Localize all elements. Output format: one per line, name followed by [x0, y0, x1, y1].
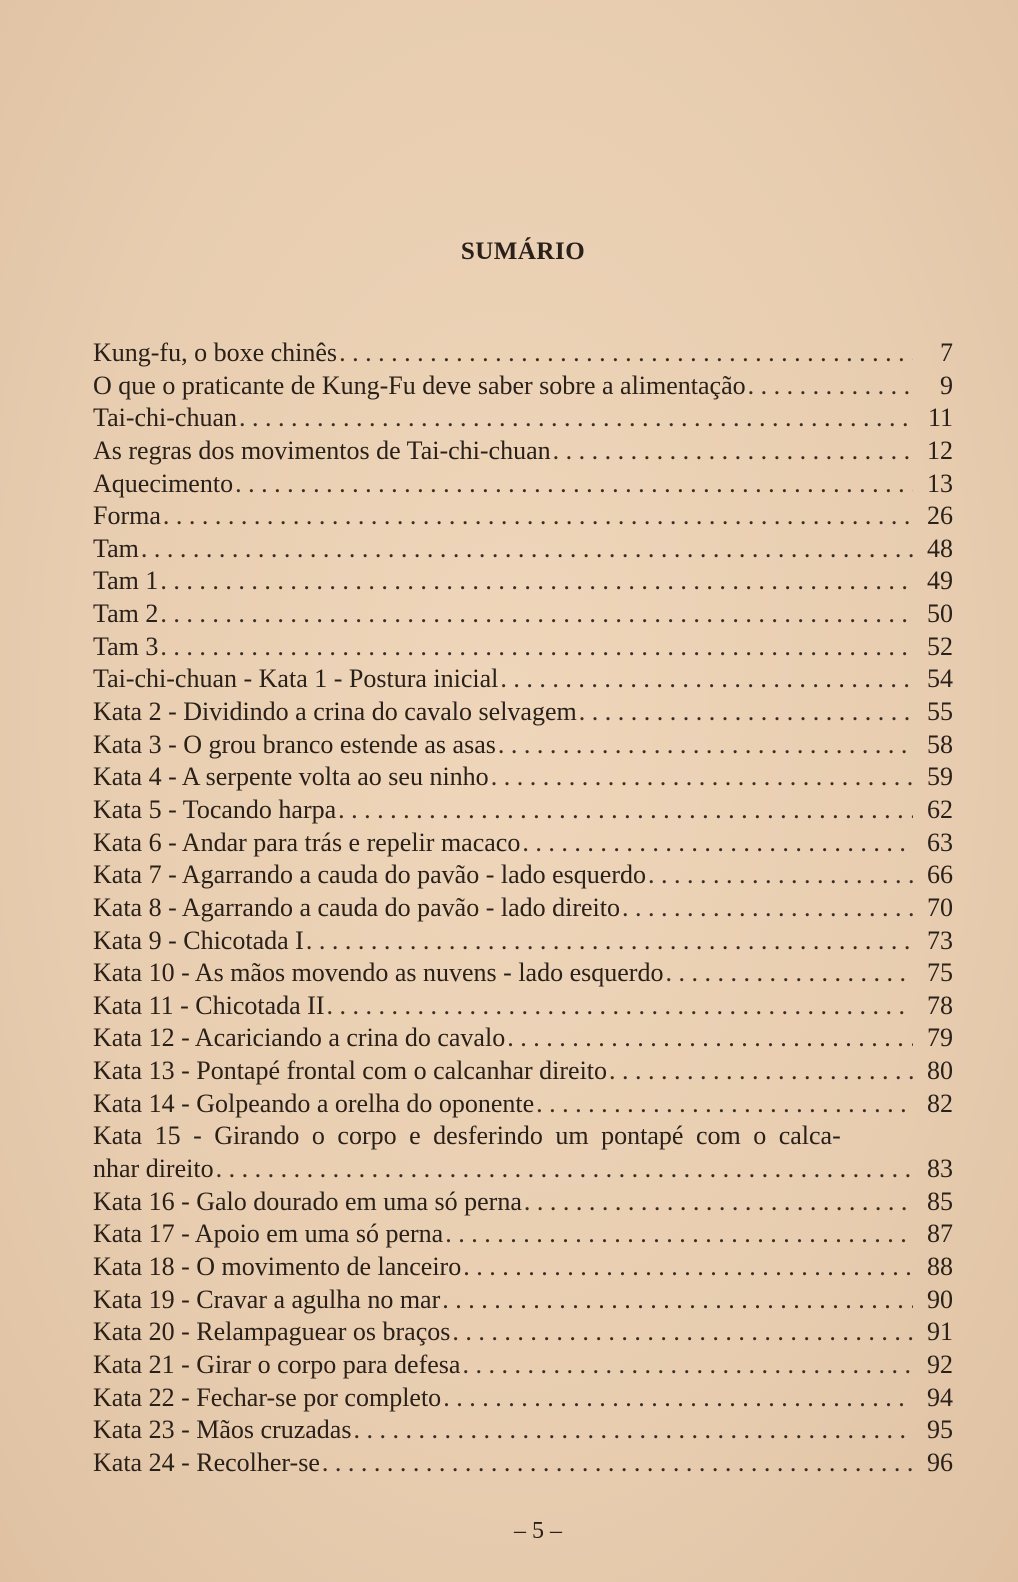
toc-entry-title: Kata 6 - Andar para trás e repelir macaco — [93, 827, 521, 857]
toc-entry-title: Tai-chi-chuan — [93, 403, 237, 433]
toc-entry-title: Kata 15 - Girando o corpo e desferindo um pontapé com o calca- — [93, 1121, 841, 1151]
toc-entry — [93, 565, 953, 598]
dot-leader — [306, 925, 913, 958]
toc-entry-title: Kata 17 - Apoio em uma só perna — [93, 1219, 444, 1249]
toc-entry — [93, 794, 953, 827]
dot-leader — [665, 957, 913, 990]
toc-entry — [93, 990, 953, 1023]
dot-leader — [443, 1382, 913, 1415]
dot-leader — [463, 1251, 913, 1284]
dot-leader — [235, 468, 913, 501]
toc-entry-title: Kung-fu, o boxe chinês — [93, 338, 338, 367]
toc-entry-page: 49 — [927, 566, 953, 596]
toc-entry-title: Kata 7 - Agarrando a cauda do pavão - lado esquerdo — [93, 860, 646, 890]
toc-entry — [93, 1414, 953, 1447]
toc-entry — [93, 1088, 953, 1121]
dot-leader — [216, 1153, 913, 1186]
toc-entry-title: Forma — [93, 501, 161, 531]
toc-entry-page: 73 — [927, 925, 953, 955]
dot-leader — [445, 1218, 913, 1251]
toc-entry-page: 26 — [927, 501, 953, 531]
toc-entry-page: 59 — [927, 762, 953, 792]
toc-entry-title: O que o praticante de Kung-Fu deve saber sobre a alimentação — [93, 370, 746, 400]
toc-entry — [93, 1251, 953, 1284]
toc-entry-page: 94 — [927, 1382, 953, 1412]
toc-entry-page: 78 — [927, 990, 953, 1020]
dot-leader — [353, 1414, 913, 1447]
toc-entry-title: Kata 8 - Agarrando a cauda do pavão - lado direito — [93, 892, 621, 922]
toc-entry — [93, 1186, 953, 1219]
dot-leader — [160, 598, 913, 631]
toc-entry-page: 66 — [927, 860, 953, 890]
toc-entry-title: Aquecimento — [93, 468, 234, 498]
toc-entry — [93, 1218, 953, 1251]
page-title: SUMÁRIO — [460, 238, 586, 265]
toc-entry-page: 9 — [940, 370, 953, 400]
toc-entry-title: Kata 10 - As mãos movendo as nuvens - lado esquerdo — [93, 958, 664, 988]
dot-leader — [462, 1349, 913, 1382]
toc-entry — [93, 1022, 953, 1055]
toc-entry-page: 11 — [927, 403, 953, 433]
toc-entry — [93, 729, 953, 762]
toc-entry-title: Kata 13 - Pontapé frontal com o calcanhar direito — [93, 1056, 608, 1086]
toc-entry-page: 83 — [927, 1154, 953, 1184]
toc-entry-title: As regras dos movimentos de Tai-chi-chuan — [93, 435, 551, 465]
dot-leader — [141, 533, 913, 566]
dot-leader — [163, 500, 913, 533]
toc-entry — [93, 1349, 953, 1382]
toc-entry-page: 52 — [927, 631, 953, 661]
toc-entry-wrapped — [93, 1120, 953, 1153]
toc-entry — [93, 1382, 953, 1415]
dot-leader — [239, 402, 913, 435]
toc-entry — [93, 1447, 953, 1480]
toc-entry — [93, 1153, 953, 1186]
toc-entry-title: Tam 3 — [93, 631, 159, 661]
toc-entry-page: 75 — [927, 958, 953, 988]
dot-leader — [452, 1316, 913, 1349]
toc-entry-title: Tai-chi-chuan - Kata 1 - Postura inicial — [93, 664, 499, 694]
toc-entry-title: Tam — [93, 533, 139, 563]
toc-entry-title: Kata 24 - Recolher-se — [93, 1447, 320, 1477]
toc-entry-page: 85 — [927, 1186, 953, 1216]
page-number: – 5 – — [514, 1518, 562, 1544]
toc-entry — [93, 435, 953, 468]
toc-entry-page: 12 — [927, 435, 953, 465]
toc-entry-title: Tam 2 — [93, 599, 159, 629]
toc-entry-title: Kata 14 - Golpeando a orelha do oponente — [93, 1088, 535, 1118]
dot-leader — [553, 435, 913, 468]
toc-entry-page: 13 — [927, 468, 953, 498]
toc-entry-title: Kata 19 - Cravar a agulha no mar — [93, 1284, 441, 1314]
toc-entry-page: 58 — [927, 729, 953, 759]
toc-entry-page: 92 — [927, 1349, 953, 1379]
dot-leader — [338, 794, 913, 827]
dot-leader — [579, 696, 913, 729]
toc-entry-page: 54 — [927, 664, 953, 694]
toc-entry-page: 50 — [927, 599, 953, 629]
dot-leader — [339, 337, 913, 370]
toc-entry-title: Kata 5 - Tocando harpa — [93, 794, 337, 824]
dot-leader — [622, 892, 913, 925]
dot-leader — [507, 1022, 913, 1055]
toc-entry — [93, 631, 953, 664]
toc-entry — [93, 859, 953, 892]
toc-entry-page: 63 — [927, 827, 953, 857]
toc-entry-page: 80 — [927, 1056, 953, 1086]
dot-leader — [648, 859, 913, 892]
toc-entry-title: Kata 4 - A serpente volta ao seu ninho — [93, 762, 489, 792]
toc-entry — [93, 663, 953, 696]
dot-leader — [491, 761, 913, 794]
toc-entry-page: 70 — [927, 892, 953, 922]
toc-entry — [93, 1316, 953, 1349]
toc-entry-title: Kata 21 - Girar o corpo para defesa — [93, 1349, 461, 1379]
toc-entry-title: nhar direito — [93, 1154, 214, 1184]
toc-entry-page: 96 — [927, 1447, 953, 1477]
toc-entry-page: 62 — [927, 794, 953, 824]
toc-entry-page: 48 — [927, 533, 953, 563]
toc-entry — [93, 533, 953, 566]
dot-leader — [524, 1186, 913, 1219]
toc-entry-page: 88 — [927, 1251, 953, 1281]
toc-entry-page: 82 — [927, 1088, 953, 1118]
toc-entry-title: Tam 1 — [93, 566, 159, 596]
toc-entry-page: 90 — [927, 1284, 953, 1314]
toc-entry — [93, 1284, 953, 1317]
toc-entry — [93, 370, 953, 403]
toc-entry — [93, 892, 953, 925]
toc-entry-title: Kata 16 - Galo dourado em uma só perna — [93, 1186, 522, 1216]
toc-entry — [93, 957, 953, 990]
toc-entry-title: Kata 9 - Chicotada I — [93, 925, 304, 955]
toc-entry-page: 95 — [927, 1415, 953, 1445]
toc-entry-page: 7 — [940, 338, 953, 367]
dot-leader — [498, 729, 913, 762]
toc-entry-title: Kata 12 - Acariciando a crina do cavalo — [93, 1023, 506, 1053]
dot-leader — [500, 663, 913, 696]
dot-leader — [442, 1284, 913, 1317]
toc-entry-title: Kata 11 - Chicotada II — [93, 990, 325, 1020]
toc-entry-title: Kata 23 - Mãos cruzadas — [93, 1415, 352, 1445]
dot-leader — [536, 1088, 913, 1121]
toc-entry-title: Kata 2 - Dividindo a crina do cavalo selvagem — [93, 697, 577, 727]
toc-entry — [93, 761, 953, 794]
toc-entry — [93, 925, 953, 958]
toc-entry — [93, 696, 953, 729]
dot-leader — [327, 990, 914, 1023]
toc-entry — [93, 827, 953, 860]
toc-entry-page: 91 — [927, 1317, 953, 1347]
toc-entry-title: Kata 22 - Fechar-se por completo — [93, 1382, 442, 1412]
toc-entry-title: Kata 18 - O movimento de lanceiro — [93, 1251, 462, 1281]
toc-entry — [93, 500, 953, 533]
toc-entry — [93, 468, 953, 501]
toc-entry-title: Kata 20 - Relampaguear os braços — [93, 1317, 451, 1347]
dot-leader — [522, 827, 913, 860]
dot-leader — [160, 631, 913, 664]
dot-leader — [322, 1447, 913, 1480]
toc-entry-page: 55 — [927, 697, 953, 727]
toc-entry — [93, 402, 953, 435]
dot-leader — [609, 1055, 913, 1088]
dot-leader — [160, 565, 913, 598]
toc-entry-title: Kata 3 - O grou branco estende as asas — [93, 729, 496, 759]
toc-entry-page: 87 — [927, 1219, 953, 1249]
toc-entry — [93, 598, 953, 631]
toc-entry-page: 79 — [927, 1023, 953, 1053]
toc-entry — [93, 1055, 953, 1088]
table-of-contents — [93, 337, 953, 1479]
toc-entry — [93, 337, 953, 370]
dot-leader — [748, 370, 913, 403]
